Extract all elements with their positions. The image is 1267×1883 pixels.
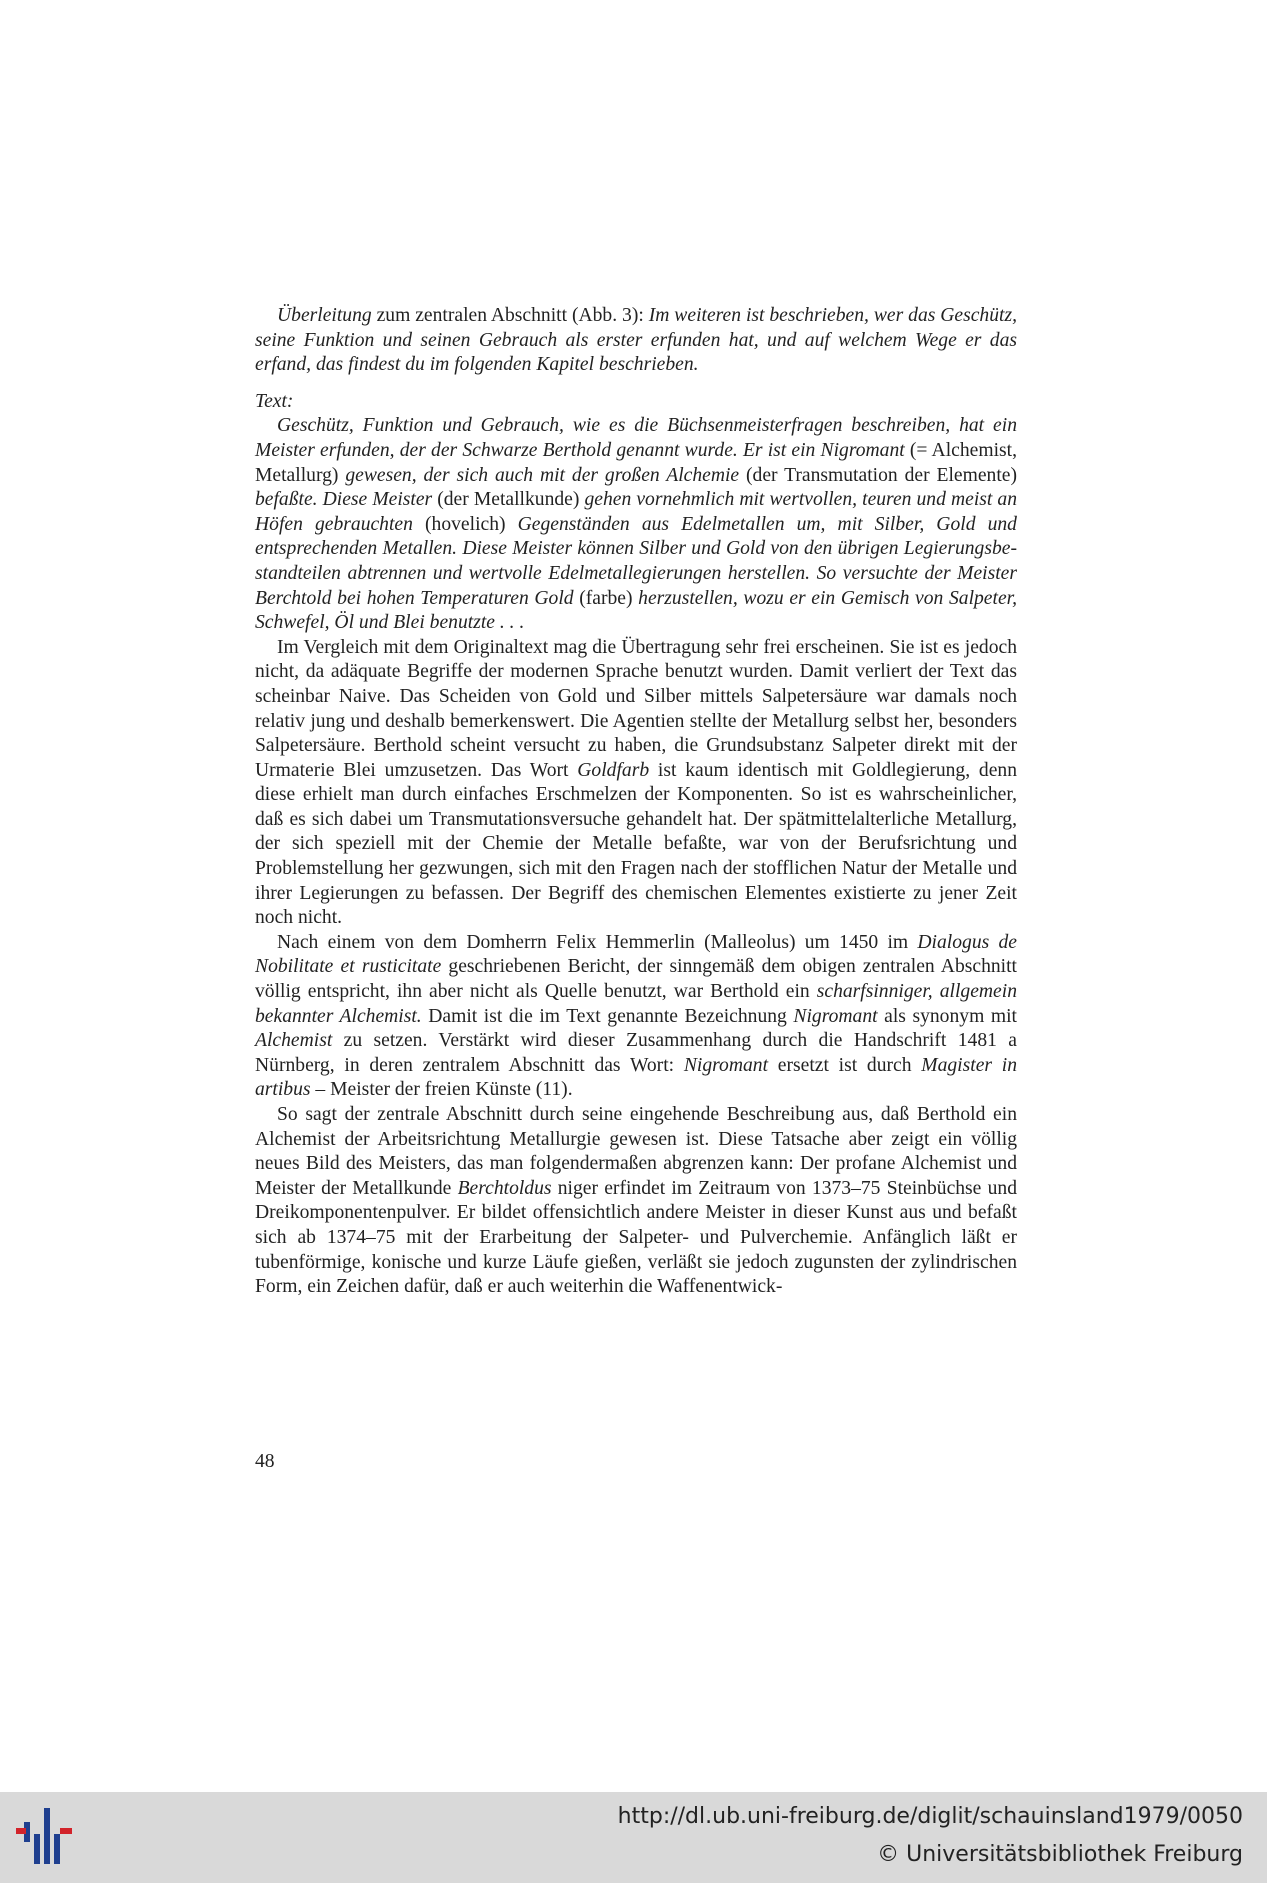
paragraph <box>255 1103 1017 1300</box>
italic-text: Dialogus de Nobilitate et rusticitate <box>255 931 1017 978</box>
text-run: Damit ist die im Text genannte Bezeichnung <box>421 1005 794 1027</box>
italic-text: Überleitung <box>277 305 372 326</box>
text-run: (der Metallkunde) <box>432 489 585 511</box>
paragraph <box>255 636 1017 931</box>
italic-text: Magister in artibus <box>255 1054 1017 1101</box>
italic-text: Berchtoldus <box>457 1177 552 1199</box>
paragraph <box>255 304 1017 378</box>
paragraph <box>255 931 1017 1103</box>
text-run: niger erfindet im Zeitraum von 1373–75 Steinbüchse und Dreikomponentenpulver. Er bildet offensichtlich andere Meister in dieser Kunst aus und befaßt sich ab 1374–75 mit der Erarbeitung der Salpeter- und Pulverchemie. Anfänglich läßt er tubenförmige, konische und kurze Läufe gießen, verläßt sie jedoch zugunsten der zylindrischen Form, ein Zeichen dafür, daß er auch weiterhin die Waffenentwick- <box>255 1177 1017 1298</box>
italic-text: scharfsinniger, allgemein bekannter Alchemist. <box>255 981 1017 1027</box>
italic-text: Goldfarb <box>577 759 650 781</box>
ub-freiburg-logo-icon <box>16 1802 80 1874</box>
text-run: ersetzt ist durch <box>768 1054 922 1076</box>
italic-text: gehen vornehmlich mit wertvollen, teuren und meist an Höfen gebrauchten <box>255 489 1017 535</box>
text-run: (farbe) <box>573 587 639 609</box>
page-number: 48 <box>255 1451 275 1472</box>
text-run: (hovelich) <box>412 513 518 535</box>
paragraph <box>255 414 1017 635</box>
document-body <box>255 304 1017 1300</box>
italic-text: Alchemist <box>255 1030 333 1052</box>
italic-text: Nigromant <box>793 1005 878 1027</box>
italic-text: Gegenständen aus Edelmetallen um, mit Silber, Gold und entsprechenden Metallen. Diese Meister können Silber und Gold von den übrigen Legierungsbestandteilen abtrennen und wertvolle Edelmetallegierungen herstellen. So versuchte der Meister Berchtold bei hohen Temperaturen Gold <box>255 513 1017 609</box>
text-run: Im Vergleich mit dem Originaltext mag die Übertragung sehr frei erscheinen. Sie ist es jedoch nicht, da adäquate Begriffe der modernen Sprache benutzt wurden. Damit verliert der Text das scheinbar Naive. Das Scheiden von Gold und Silber mittels Salpetersäure war damals noch relativ jung und deshalb bemerkenswert. Die Agentien stellte der Metallurg selbst her, besonders Salpetersäure. Berthold scheint versucht zu haben, die Grundsubstanz Salpeter direkt mit der Urmaterie Blei umzusetzen. Das Wort <box>255 636 1017 781</box>
italic-text: befaßte. Diese Meister <box>255 489 433 511</box>
italic-text: Nigromant <box>683 1054 769 1076</box>
italic-text: Geschütz, Funktion und Gebrauch, wie es die Büchsenmeisterfragen beschreiben, hat ein Meister erfunden, der der Schwarze Berthold genannt wurde. Er ist ein Nigromant <box>255 415 1017 461</box>
italic-text: gewesen, der sich auch mit der großen Alchemie <box>345 464 740 486</box>
text-run: als synonym mit <box>877 1005 1017 1027</box>
section-label <box>255 390 1017 415</box>
footer-copyright: © Universitätsbibliothek Freiburg <box>877 1842 1243 1867</box>
text-run: (der Transmutation der Elemente) <box>739 464 1017 486</box>
text-run: zu setzen. Verstärkt wird dieser Zusammenhang durch die Handschrift 1481 a Nürnberg, in deren zentralem Abschnitt das Wort: <box>255 1030 1017 1076</box>
italic-text: Im weiteren ist beschrieben, wer das Geschütz, seine Funktion und seinen Gebrauch als erster erfunden hat, und auf welchem Wege er das erfand, das findest du im folgenden Kapitel beschrieben. <box>255 305 1017 376</box>
text-run: – Meister der freien Künste (11). <box>310 1079 573 1101</box>
footer-bar <box>0 1792 1267 1883</box>
footer-url-link[interactable]: http://dl.ub.uni-freiburg.de/diglit/schauinsland1979/0050 <box>617 1804 1243 1829</box>
italic-text: Text: <box>255 390 294 412</box>
text-run: geschriebenen Bericht, der sinngemäß dem obigen zentralen Abschnitt völlig entspricht, ihn aber nicht als Quelle benutzt, war Berthold ein <box>255 956 1017 1003</box>
text-run: (= Alchemist, Metallurg) <box>255 439 1017 486</box>
text-run: ist kaum identisch mit Goldlegierung, denn diese erhielt man durch einfaches Erschmelzen der Komponenten. So ist es wahrscheinlicher, daß es sich dabei um Transmutationsversuche gehandelt hat. Der spätmittelalterliche Metallurg, der sich speziell mit der Chemie der Metalle befaßte, war von der Berufsrichtung und Problemstellung her gezwungen, sich mit den Fragen nach der stofflichen Natur der Metalle und ihrer Legierungen zu befassen. Der Begriff des chemischen Elementes existierte zu jener Zeit noch nicht. <box>255 759 1017 929</box>
text-run: So sagt der zentrale Abschnitt durch seine eingehende Beschreibung aus, daß Berthold ein Alchemist der Arbeitsrichtung Metallurgie gewesen ist. Diese Tatsache aber zeigt ein völlig neues Bild des Meisters, das man folgendermaßen abgrenzen kann: Der profane Alchemist und Meister der Metallkunde <box>255 1104 1017 1199</box>
italic-text: herzustellen, wozu er ein Gemisch von Salpeter, Schwefel, Öl und Blei benutzte . . . <box>255 587 1017 634</box>
text-run: zum zentralen Abschnitt (Abb. 3): <box>371 305 649 326</box>
text-run: Nach einem von dem Domherrn Felix Hemmerlin (Malleolus) um 1450 im <box>277 931 918 953</box>
